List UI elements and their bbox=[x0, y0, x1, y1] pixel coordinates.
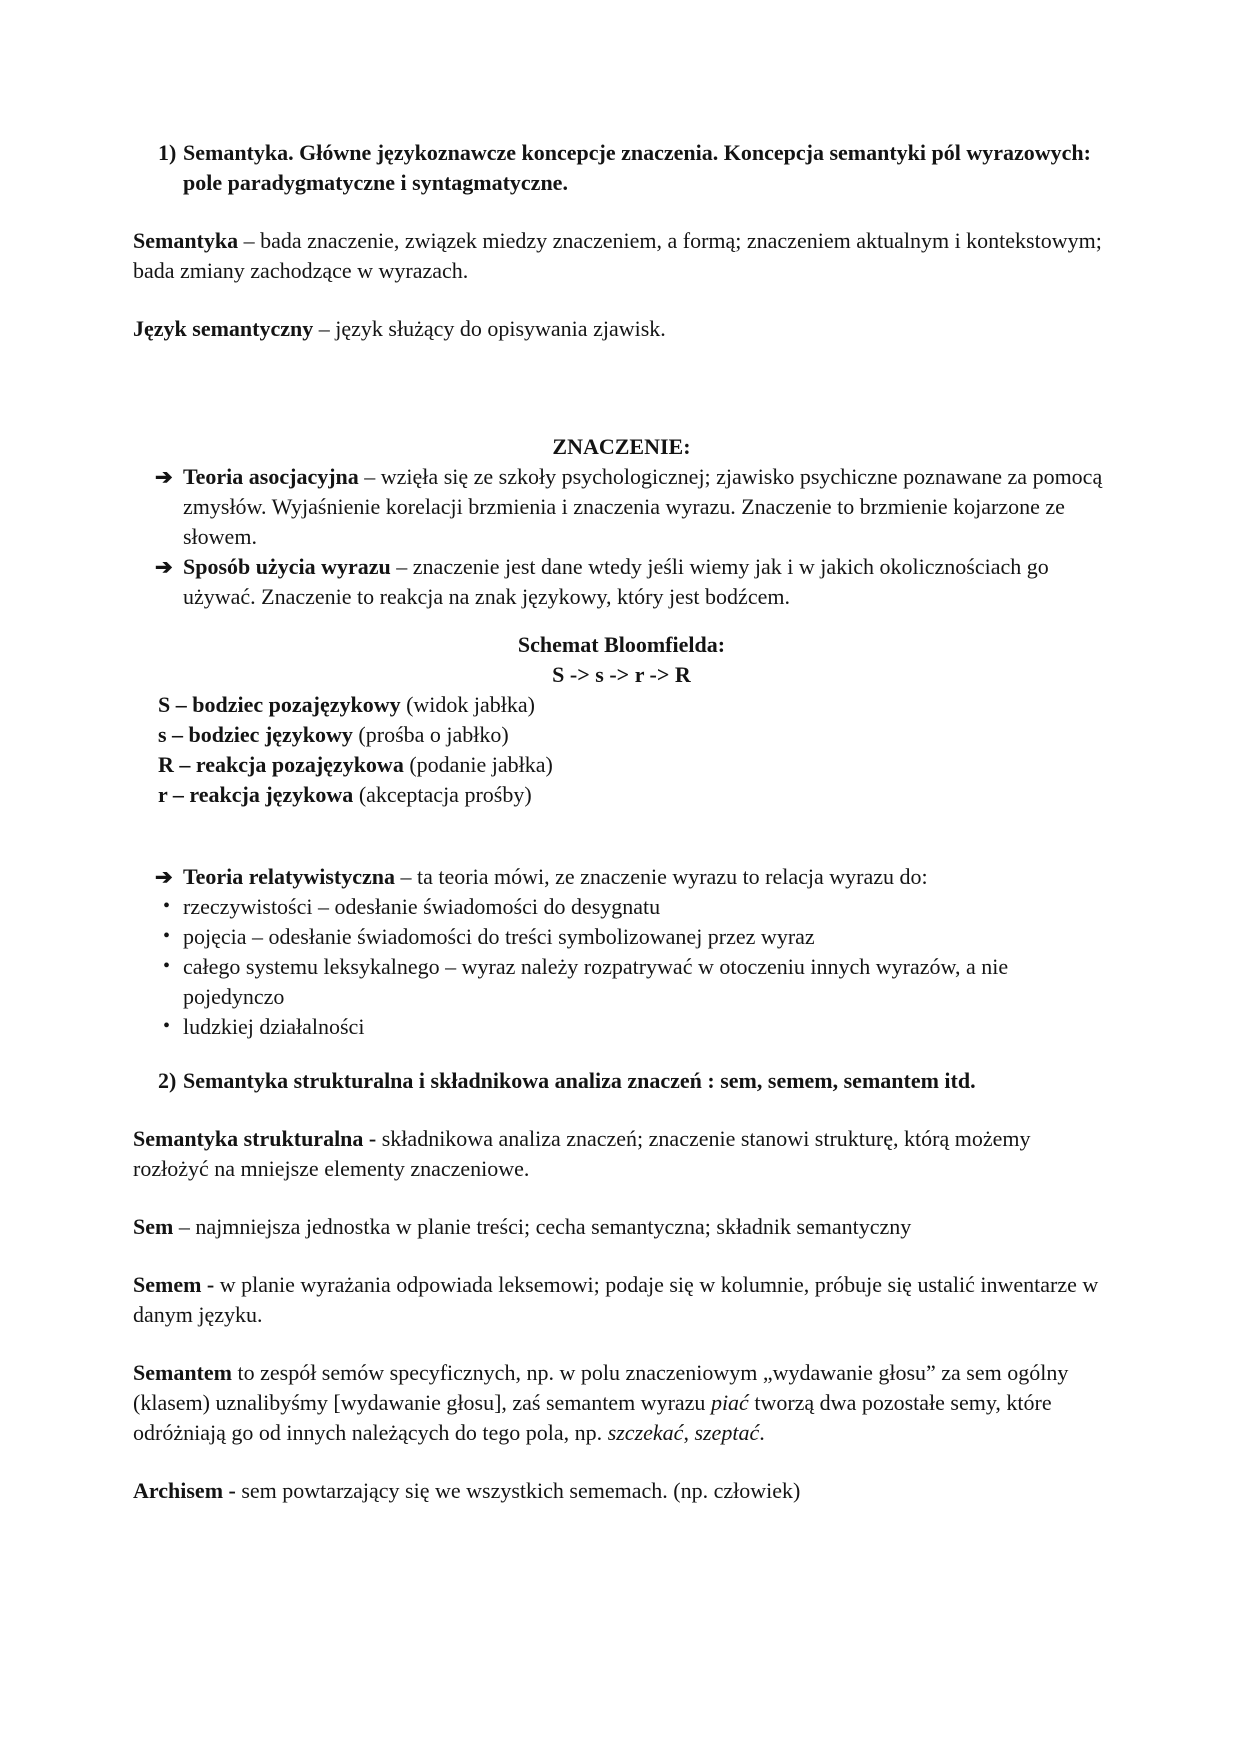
paragraph-archisem bbox=[133, 1476, 1110, 1506]
bullet-item-system-leksykalny bbox=[133, 952, 1110, 1012]
paragraph-semem bbox=[133, 1270, 1110, 1330]
schemat-example-r: (akceptacja prośby) bbox=[353, 782, 532, 807]
bullet-item-ludzka-dzialalnosc bbox=[133, 1012, 1110, 1042]
schemat-example-S: (widok jabłka) bbox=[400, 692, 535, 717]
heading-2-text: Semantyka strukturalna i składnikowa analiza znaczeń : sem, semem, semantem itd. bbox=[183, 1068, 976, 1093]
bullet-item-rzeczywistosci bbox=[133, 892, 1110, 922]
paragraph-semantyka-strukturalna bbox=[133, 1124, 1110, 1184]
heading-1-number: 1) bbox=[158, 140, 177, 165]
arrow-item-teoria-asocjacyjna bbox=[133, 462, 1110, 552]
term-jezyk-semantyczny: Język semantyczny bbox=[133, 316, 314, 341]
definition-jezyk-semantyczny: – język służący do opisywania zjawisk. bbox=[313, 316, 666, 341]
bullet-icon: • bbox=[163, 895, 171, 917]
term-semantem: Semantem bbox=[133, 1360, 232, 1385]
schemat-line-S bbox=[158, 690, 1110, 720]
term-semantyka-strukturalna: Semantyka strukturalna - bbox=[133, 1126, 377, 1151]
italic-piac: piać bbox=[710, 1390, 749, 1415]
definition-semantyka-strukturalna: składnikowa analiza znaczeń; znaczenie stanowi strukturę, którą możemy rozłożyć na mniejsze elementy znaczeniowe. bbox=[133, 1126, 1031, 1181]
bullet-icon: • bbox=[163, 955, 171, 977]
definition-sposob-uzycia: – znaczenie jest dane wtedy jeśli wiemy jak i w jakich okolicznościach go używać. Znaczenie to reakcja na znak językowy, który jest bodźcem. bbox=[183, 554, 1049, 609]
definition-archisem: sem powtarzający się we wszystkich sememach. (np. człowiek) bbox=[235, 1478, 801, 1503]
definition-semantem-part: to zespół semów specyficznych, np. w polu znaczeniowym „wydawanie głosu” za sem ogólny (klasem) uznalibyśmy [wydawanie głosu], zaś semantem wyrazu bbox=[133, 1360, 1069, 1415]
heading-2 bbox=[133, 1066, 1110, 1096]
bullet-text: rzeczywistości – odesłanie świadomości do desygnatu bbox=[183, 894, 661, 919]
definition-semantem-part: tworzą dwa pozostałe semy, które odróżniają go od innych należących do tego pola, np. bbox=[133, 1390, 1052, 1445]
definition-teoria-asocjacyjna: – wzięła się ze szkoły psychologicznej; zjawisko psychiczne poznawane za pomocą zmysłów. Wyjaśnienie korelacji brzmienia i znaczenia wyrazu. Znaczenie to brzmienie kojarzone ze słowem. bbox=[183, 464, 1103, 549]
heading-znaczenie: ZNACZENIE: bbox=[552, 434, 691, 459]
bullet-icon: • bbox=[163, 1015, 171, 1037]
heading-2-number: 2) bbox=[158, 1068, 177, 1093]
heading-1-text: Semantyka. Główne językoznawcze koncepcje znaczenia. Koncepcja semantyki pól wyrazowych: pole paradygmatyczne i syntagmatyczne. bbox=[183, 140, 1091, 195]
italic-szeptac: szeptać bbox=[694, 1420, 760, 1445]
schemat-term-R: R – reakcja pozajęzykowa bbox=[158, 752, 404, 777]
term-sem: Sem bbox=[133, 1214, 174, 1239]
schemat-formula: S -> s -> r -> R bbox=[552, 662, 691, 687]
bullet-text: całego systemu leksykalnego – wyraz należy rozpatrywać w otoczeniu innych wyrazów, a nie pojedynczo bbox=[183, 954, 1009, 1009]
schemat-line-r bbox=[158, 780, 1110, 810]
italic-szczekac: szczekać bbox=[607, 1420, 684, 1445]
schemat-example-s: (prośba o jabłko) bbox=[352, 722, 509, 747]
bullet-text: pojęcia – odesłanie świadomości do treści symbolizowanej przez wyraz bbox=[183, 924, 815, 949]
arrow-item-sposob-uzycia bbox=[133, 552, 1110, 612]
schemat-term-S: S – bodziec pozajęzykowy bbox=[158, 692, 401, 717]
definition-teoria-relatywistyczna: – ta teoria mówi, ze znaczenie wyrazu to relacja wyrazu do: bbox=[395, 864, 928, 889]
paragraph-sem bbox=[133, 1212, 1110, 1242]
arrow-icon: ➔ bbox=[155, 555, 173, 579]
term-teoria-asocjacyjna: Teoria asocjacyjna bbox=[183, 464, 359, 489]
schemat-line-s bbox=[158, 720, 1110, 750]
paragraph-jezyk-semantyczny bbox=[133, 314, 1110, 344]
definition-semem: w planie wyrażania odpowiada leksemowi; podaje się w kolumnie, próbuje się ustalić inwentarze w danym języku. bbox=[133, 1272, 1099, 1327]
bullet-icon: • bbox=[163, 925, 171, 947]
schemat-example-R: (podanie jabłka) bbox=[403, 752, 553, 777]
definition-sem: – najmniejsza jednostka w planie treści; cecha semantyczna; składnik semantyczny bbox=[173, 1214, 912, 1239]
heading-schemat-bloomfielda: Schemat Bloomfielda: bbox=[517, 632, 726, 657]
term-sposob-uzycia: Sposób użycia wyrazu bbox=[183, 554, 391, 579]
arrow-item-teoria-relatywistyczna bbox=[133, 862, 1110, 892]
paragraph-semantem bbox=[133, 1358, 1110, 1448]
term-semem: Semem - bbox=[133, 1272, 215, 1297]
schemat-term-r: r – reakcja językowa bbox=[158, 782, 354, 807]
term-semantyka: Semantyka bbox=[133, 228, 239, 253]
arrow-icon: ➔ bbox=[155, 865, 173, 889]
schemat-term-s: s – bodziec językowy bbox=[158, 722, 353, 747]
definition-semantyka: – bada znaczenie, związek miedzy znaczeniem, a formą; znaczeniem aktualnym i kontekstowym; bada zmiany zachodzące w wyrazach. bbox=[133, 228, 1102, 283]
arrow-icon: ➔ bbox=[155, 465, 173, 489]
bullet-text: ludzkiej działalności bbox=[183, 1014, 365, 1039]
term-teoria-relatywistyczna: Teoria relatywistyczna bbox=[183, 864, 396, 889]
heading-1 bbox=[133, 138, 1110, 198]
bullet-item-pojecia bbox=[133, 922, 1110, 952]
schemat-line-R bbox=[158, 750, 1110, 780]
term-archisem: Archisem - bbox=[133, 1478, 236, 1503]
definition-semantem-part: . bbox=[759, 1420, 765, 1445]
definition-semantem-part: , bbox=[683, 1420, 695, 1445]
paragraph-semantyka bbox=[133, 226, 1110, 286]
